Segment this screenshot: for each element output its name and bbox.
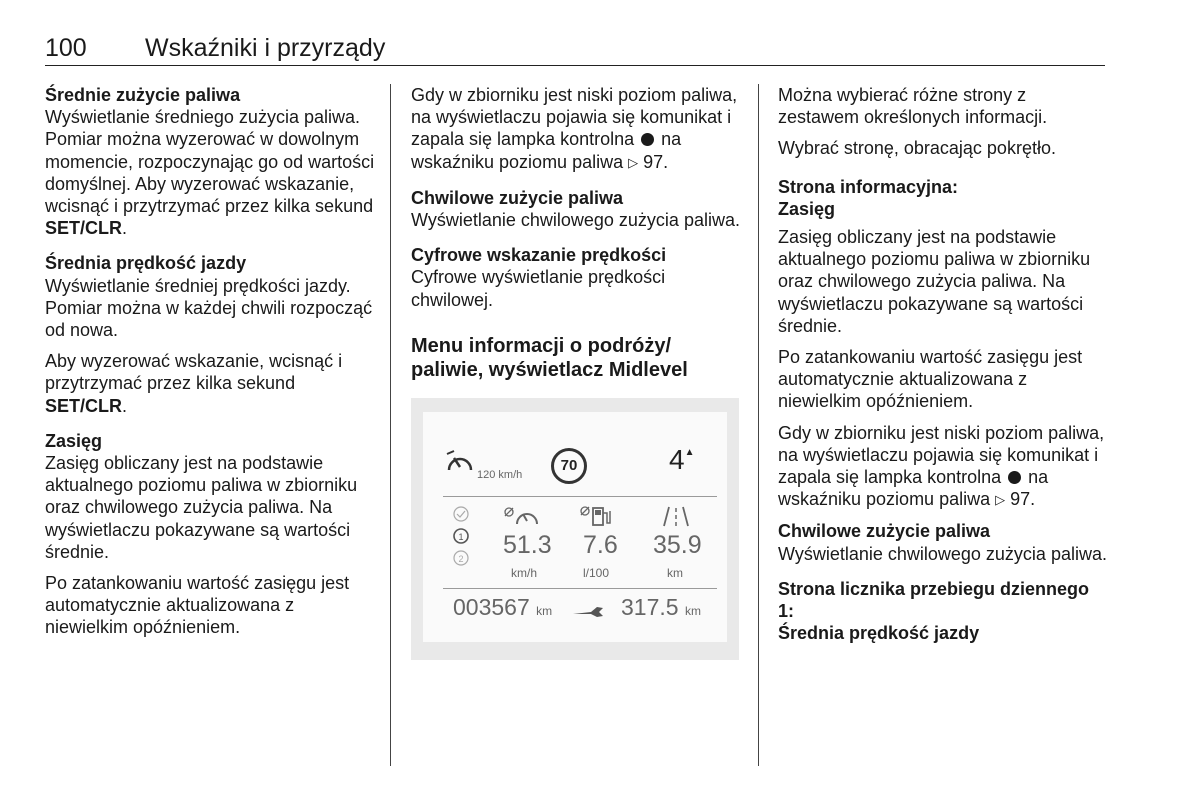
service-wrench-icon	[571, 604, 605, 620]
speed-sign: 70	[551, 448, 587, 484]
button-label-set-clr: SET/CLR	[45, 395, 123, 416]
button-label-set-clr: SET/CLR	[45, 218, 123, 239]
paragraph-text: na wskaźniku poziomu paliwa	[411, 129, 682, 172]
paragraph: Po zatankowaniu wartość zasięgu jest automatycznie aktualizowana z niewielkim opóźnieniem.	[45, 573, 350, 638]
section-heading: Strona informacyjna:	[778, 176, 959, 197]
section-heading: Chwilowe zużycie paliwa	[411, 187, 624, 208]
trip-unit: km	[684, 603, 701, 618]
display-divider	[443, 588, 717, 589]
paragraph-text: Wyświetlanie średniego zużycia paliwa. Pomiar można wyzerować w dowolnym momencie, rozpoczynając go od wartości domyślnej. Aby wyzerować wskazanie, wcisnąć i przytrzymać przez kilka sekund	[45, 107, 375, 217]
section-heading: Strona licznika przebiegu dziennego 1:	[778, 578, 1090, 622]
range-unit: km	[667, 565, 683, 580]
display-screen	[423, 412, 727, 642]
section-heading: Zasięg	[45, 430, 103, 451]
paragraph: Wybrać stronę, obracając pokrętło.	[778, 138, 1056, 159]
speedometer-limiter-icon	[445, 450, 475, 476]
paragraph: Po zatankowaniu wartość zasięgu jest automatycznie aktualizowana z niewielkim opóźnieniem.	[778, 347, 1083, 412]
page-header	[45, 33, 1105, 66]
shift-up-icon: ▲	[684, 446, 695, 458]
paragraph: Wyświetlanie średniej prędkości jazdy. Pomiar można w każdej chwili rozpocząć od nowa.	[45, 275, 373, 341]
paragraph	[778, 422, 1108, 512]
instrument-display-illustration	[411, 398, 739, 660]
section-heading-large: Menu informacji o podróży/ paliwie, wyświetlacz Midlevel	[411, 334, 688, 381]
paragraph	[45, 350, 380, 417]
paragraph	[45, 106, 380, 239]
page-reference[interactable]: 97.	[1010, 489, 1036, 510]
paragraph-text: na wskaźniku poziomu paliwa	[778, 467, 1049, 510]
page-number: 100	[45, 34, 87, 62]
paragraph: Zasięg obliczany jest na podstawie aktualnego poziomu paliwa w zbiorniku oraz chwilowego zużycia paliwa. Na wyświetlaczu pokazywane są wartości średnie.	[45, 453, 358, 562]
gear-value: 4	[669, 443, 685, 475]
warning-light-icon	[1008, 471, 1021, 484]
page-title: Wskaźniki i przyrządy	[145, 34, 386, 62]
gear-indicator	[669, 442, 695, 475]
period: .	[122, 395, 128, 416]
section-subheading: Zasięg	[778, 198, 836, 219]
odometer-unit: km	[536, 603, 553, 618]
range-value: 35.9	[653, 530, 702, 559]
trip-value: 317.5	[621, 593, 679, 620]
column-divider	[758, 84, 759, 766]
column-left	[45, 84, 380, 648]
svg-text:2: 2	[458, 553, 464, 564]
paragraph: Wyświetlanie chwilowego zużycia paliwa.	[411, 210, 740, 231]
avg-speed-unit: km/h	[511, 565, 538, 580]
display-divider	[443, 496, 717, 497]
paragraph: Wyświetlanie chwilowego zużycia paliwa.	[778, 543, 1107, 564]
period: .	[122, 218, 128, 239]
paragraph: Można wybierać różne strony z zestawem określonych informacji.	[778, 85, 1048, 128]
speed-limiter-value: 120 km/h	[477, 468, 523, 481]
column-middle	[411, 84, 746, 660]
average-fuel-consumption-icon	[579, 504, 615, 528]
column-divider	[390, 84, 391, 766]
svg-text:1: 1	[458, 531, 464, 542]
paragraph	[411, 84, 746, 174]
page-reference-icon: ▷	[995, 492, 1006, 508]
average-speed-icon	[503, 504, 543, 528]
section-heading: Średnie zużycie paliwa	[45, 85, 241, 105]
avg-speed-value: 51.3	[503, 530, 552, 559]
range-road-icon	[661, 504, 691, 528]
paragraph-text: Gdy w zbiorniku jest niski poziom paliwa, na wyświetlaczu pojawia się komunikat i zapala się lampka kontrolna	[411, 85, 738, 150]
warning-light-icon	[641, 133, 654, 146]
trip-selector-icons	[451, 502, 471, 566]
paragraph: Cyfrowe wyświetlanie prędkości chwilowej.	[411, 267, 666, 310]
section-heading: Cyfrowe wskazanie prędkości	[411, 245, 667, 266]
paragraph-text: Aby wyzerować wskazanie, wcisnąć i przytrzymać przez kilka sekund	[45, 351, 343, 394]
section-heading: Średnia prędkość jazdy	[45, 253, 247, 274]
odometer-value: 003567	[453, 593, 530, 620]
section-heading: Chwilowe zużycie paliwa	[778, 521, 991, 542]
page-reference[interactable]: 97.	[643, 151, 669, 172]
avg-fuel-value: 7.6	[583, 530, 618, 559]
column-right	[778, 84, 1108, 644]
avg-fuel-unit: l/100	[583, 565, 610, 580]
odometer	[453, 593, 553, 622]
section-subheading: Średnia prędkość jazdy	[778, 623, 980, 644]
trip-distance	[621, 593, 701, 622]
page-reference-icon: ▷	[628, 154, 639, 170]
paragraph-text: Gdy w zbiorniku jest niski poziom paliwa, na wyświetlaczu pojawia się komunikat i zapala się lampka kontrolna	[778, 422, 1105, 488]
paragraph: Zasięg obliczany jest na podstawie aktualnego poziomu paliwa w zbiorniku oraz chwilowego zużycia paliwa. Na wyświetlaczu pokazywane są wartości średnie.	[778, 227, 1091, 336]
